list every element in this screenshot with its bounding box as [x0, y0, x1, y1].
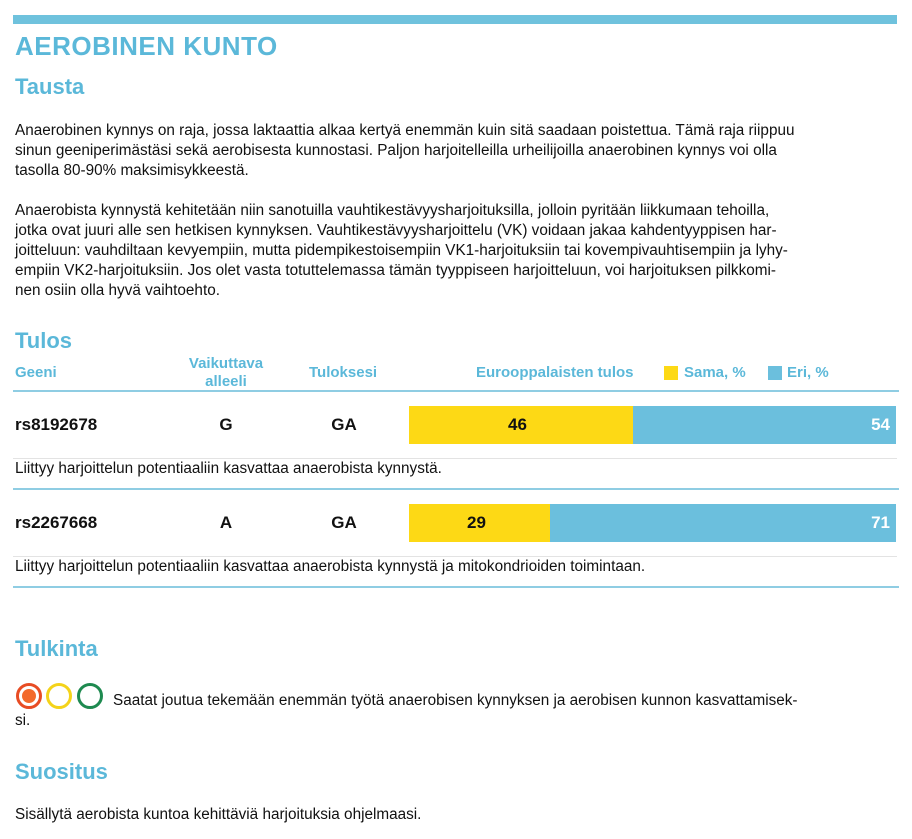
text-line: nen osiin olla hyvä vaihtoehto.	[15, 282, 220, 299]
row1-different-bar	[633, 406, 896, 444]
row1-same-bar	[409, 406, 633, 444]
top-accent-bar	[13, 15, 897, 24]
row1-description: Liittyy harjoittelun potentiaaliin kasvattaa anaerobista kynnystä.	[15, 460, 442, 477]
legend-same-swatch	[664, 366, 678, 380]
row2-description: Liittyy harjoittelun potentiaaliin kasvattaa anaerobista kynnystä ja mitokondrioiden toimintaan.	[15, 558, 646, 575]
row1-different-value: 54	[871, 415, 890, 434]
section-heading-interpretation: Tulkinta	[15, 636, 98, 661]
page-title: AEROBINEN KUNTO	[15, 31, 278, 61]
legend-different-swatch	[768, 366, 782, 380]
row1-allele: G	[219, 415, 233, 434]
header-gene: Geeni	[15, 364, 57, 381]
text-line: joitteluun: vauhdiltaan kevyempiin, mutta pidempikestoisempiin VK1-harjoituksiin tai kovempivauhtisempiin ja lyhy-	[15, 242, 788, 259]
green-light-icon	[77, 683, 103, 709]
row1-bottom-divider	[13, 488, 899, 490]
text-line: tasolla 80-90% maksimisykkeestä.	[15, 162, 249, 179]
row2-different-bar	[550, 504, 896, 542]
header-allele-line2: alleeli	[205, 373, 247, 390]
section-heading-result: Tulos	[15, 328, 73, 353]
yellow-light-icon	[46, 683, 72, 709]
row2-gene: rs2267668	[15, 513, 98, 532]
header-allele	[176, 355, 276, 391]
row2-same-bar	[409, 504, 550, 542]
row2-result: GA	[331, 513, 357, 532]
text-line: jotka ovat juuri alle sen hetkisen kynnyksen. Vauhtikestävyysharjoittelu (VK) voidaan jakaa kahdentyyppisen har-	[15, 222, 777, 239]
section-heading-background: Tausta	[15, 74, 85, 99]
interpretation-text-line1: Saatat joutua tekemään enemmän työtä anaerobisen kynnyksen ja aerobisen kunnon kasvattamisek-	[113, 692, 798, 709]
row1-gene: rs8192678	[15, 415, 98, 434]
red-light-icon	[16, 683, 42, 709]
table-bottom-divider	[13, 586, 899, 588]
row1-same-value: 46	[508, 415, 527, 434]
table-header-divider	[13, 390, 899, 392]
text-line: Anaerobista kynnystä kehitetään niin sanotuilla vauhtikestävyysharjoituksilla, jolloin pyritään liikkumaan tehoilla,	[15, 202, 770, 219]
text-line: empiin VK2-harjoituksiin. Jos olet vasta totuttelemassa tämän tyyppiseen harjoitteluun, voi harjoituksen pilkkomi-	[15, 262, 776, 279]
background-paragraph-2	[15, 201, 903, 301]
header-result: Tuloksesi	[309, 364, 378, 381]
background-paragraph-1	[15, 121, 903, 181]
legend-different-label: Eri, %	[787, 364, 829, 381]
legend-same-label: Sama, %	[684, 364, 746, 381]
row2-divider	[13, 556, 897, 557]
row2-different-value: 71	[871, 513, 890, 532]
section-heading-recommendation: Suositus	[15, 759, 108, 784]
text-line: sinun geeniperimästäsi sekä aerobisesta kunnostasi. Paljon harjoitelleilla urheilijoilla anaerobinen kynnys voi olla	[15, 142, 777, 159]
recommendation-text: Sisällytä aerobista kuntoa kehittäviä harjoituksia ohjelmaasi.	[15, 806, 422, 823]
text-line: Anaerobinen kynnys on raja, jossa laktaattia alkaa kertyä enemmän kuin sitä saadaan poistettua. Tämä raja riippuu	[15, 122, 795, 139]
interpretation-text-line2: si.	[15, 712, 31, 729]
row2-same-value: 29	[467, 513, 486, 532]
row1-divider	[13, 458, 897, 459]
header-allele-line1: Vaikuttava	[188, 355, 264, 372]
row1-result: GA	[331, 415, 357, 434]
header-european: Eurooppalaisten tulos	[476, 364, 634, 381]
row2-allele: A	[219, 513, 233, 532]
